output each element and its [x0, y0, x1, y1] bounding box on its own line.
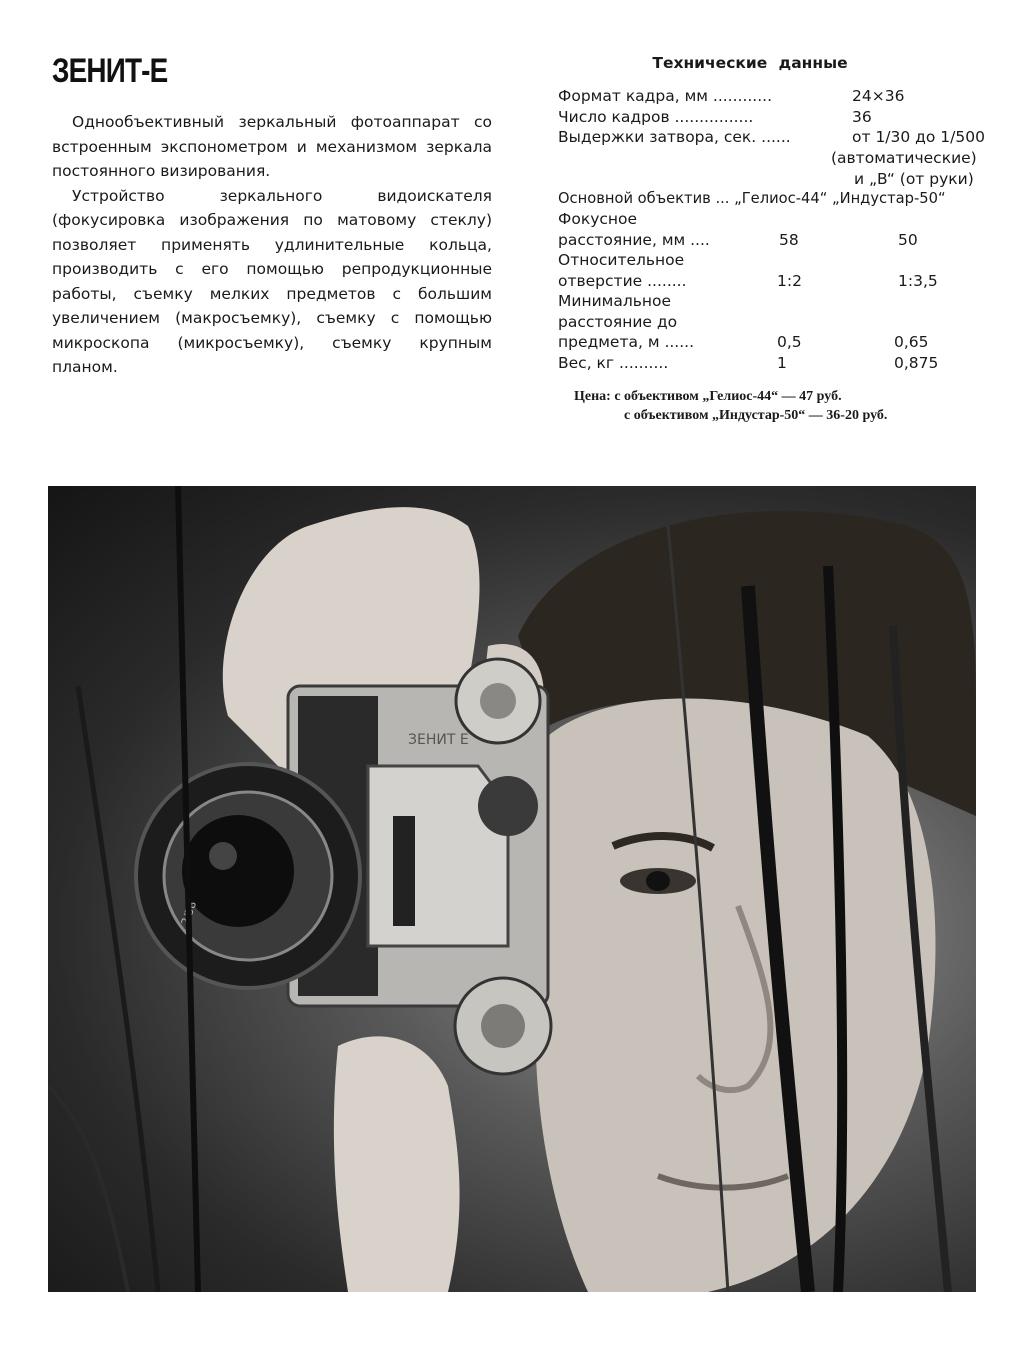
spec-label: Фокусное: [558, 210, 638, 228]
lower-hand-shape: [334, 1036, 460, 1292]
spec-value: 1: [777, 354, 787, 372]
price-line: с объективом „Индустар-50“ — 36-20 руб.: [624, 408, 888, 423]
description: [52, 110, 492, 380]
photo-man-with-camera: [48, 486, 976, 1292]
spec-value: 0,875: [894, 354, 939, 372]
spec-label: расстояние, мм ....: [558, 231, 710, 249]
spec-value: от 1/30 до 1/500: [852, 128, 985, 146]
speed-dial: [478, 776, 538, 836]
spec-value: 36: [852, 108, 872, 126]
grass-blade: [48, 1086, 128, 1292]
spec-label: Вес, кг ..........: [558, 354, 669, 372]
face-shape: [534, 699, 936, 1293]
spec-label: Выдержки затвора, сек. ......: [558, 128, 791, 146]
price-block: [574, 387, 887, 425]
spec-value: 0,65: [894, 333, 929, 351]
camera-brand-mark: ЗЕНИТ Е: [408, 732, 469, 748]
spec-label: Формат кадра, мм ............: [558, 87, 773, 105]
rewind-dial-center: [480, 683, 516, 719]
spec-value: 58: [779, 231, 799, 249]
page-title: ЗЕНИТ-Е: [52, 52, 168, 90]
photo-illustration: [48, 486, 976, 1292]
spec-value: 1:2: [777, 272, 802, 290]
spec-value: 1:3,5: [898, 272, 938, 290]
spec-label: отверстие ........: [558, 272, 687, 290]
spec-label: предмета, м ......: [558, 333, 695, 351]
description-paragraph: Устройство зеркального видоискателя (фокусировка изображения по матовому стеклу) позволяет применять удлинительные кольца, производить с его помощью репродукционные работы, съемку мелких предметов с большим увеличением (макросъемку), съемку с помощью микроскопа (микросъемку), съемку крупным планом.: [52, 186, 492, 376]
spec-label: Основной объектив ... „Гелиос-44“ „Индустар-50“: [558, 190, 946, 207]
spec-label: Минимальное: [558, 292, 672, 310]
price-line: Цена: с объективом „Гелиос-44“ — 47 руб.: [574, 389, 842, 404]
spec-value: 0,5: [777, 333, 802, 351]
specs-heading: Технические данные: [652, 54, 848, 72]
spec-value: и „B“ (от руки): [854, 170, 974, 188]
pupil-shape: [646, 871, 670, 891]
lens-glass: [182, 815, 294, 927]
grass-blade: [78, 686, 158, 1292]
lens-reflection: [209, 842, 237, 870]
spec-value: 50: [898, 231, 918, 249]
spec-label: расстояние до: [558, 313, 678, 331]
advance-dial-center: [481, 1004, 525, 1048]
spec-value: 24×36: [852, 87, 905, 105]
exposure-meter-window: [393, 816, 415, 926]
spec-label: Число кадров ................: [558, 108, 754, 126]
spec-value: (автоматические): [831, 149, 977, 167]
description-paragraph: Однообъективный зеркальный фотоаппарат со встроенным экспонометром и механизмом зеркала постоянного визирования.: [52, 113, 492, 180]
spec-label: Относительное: [558, 251, 685, 269]
